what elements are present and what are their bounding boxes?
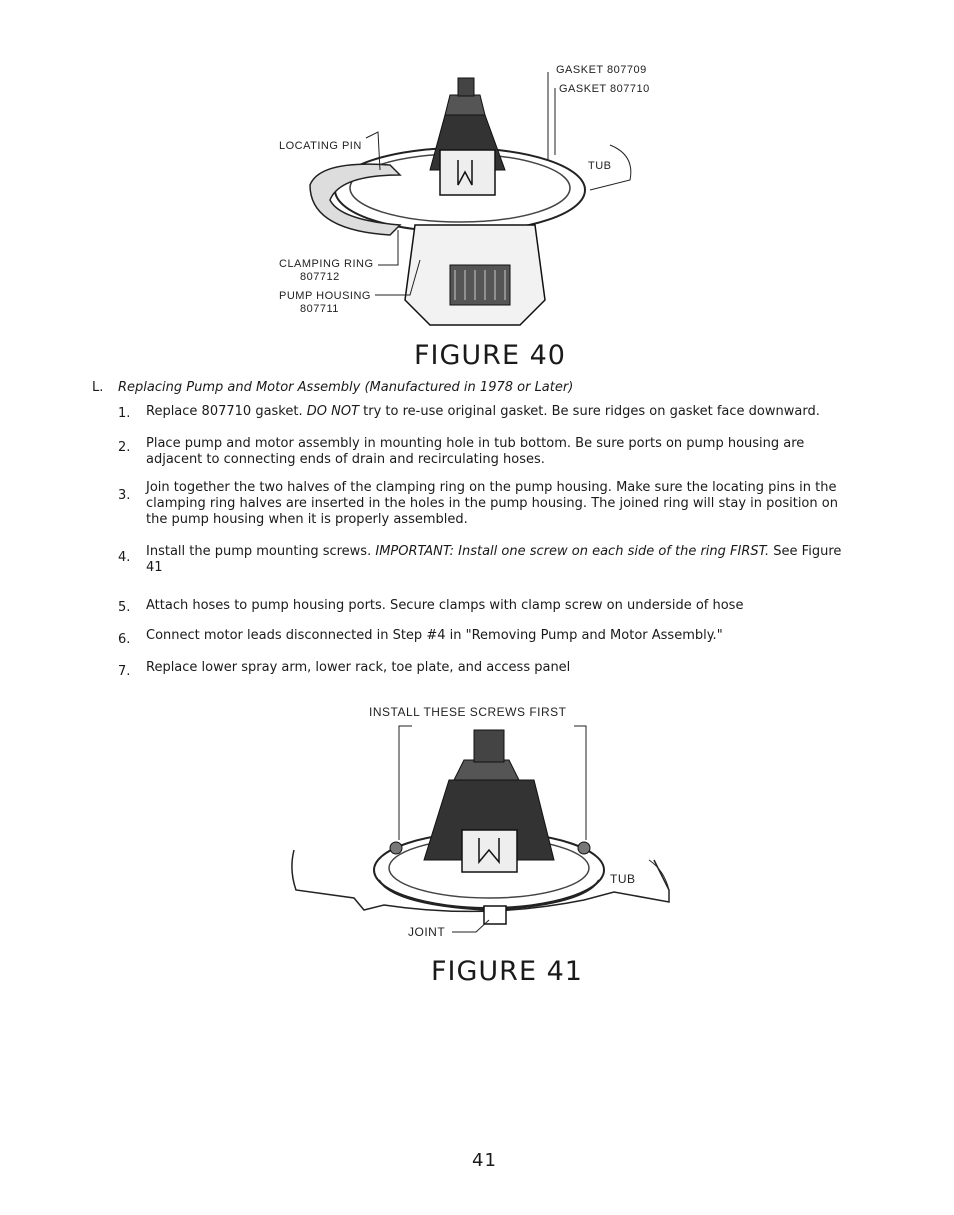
pump-housing-part-label: 807711 <box>300 303 339 315</box>
clamping-ring-label: CLAMPING RING <box>279 258 374 270</box>
gasket-807710-label: GASKET 807710 <box>559 83 650 95</box>
gasket-807709-label: GASKET 807709 <box>556 64 647 76</box>
tub-label-41: TUB <box>610 872 636 886</box>
figure-40-caption: FIGURE 40 <box>414 340 566 371</box>
page-number: 41 <box>472 1150 497 1171</box>
install-screws-label: INSTALL THESE SCREWS FIRST <box>369 705 567 719</box>
pump-assembly-illustration-41 <box>284 720 684 940</box>
tub-label-40: TUB <box>588 160 612 172</box>
locating-pin-label: LOCATING PIN <box>279 140 362 152</box>
clamping-ring-part-label: 807712 <box>300 271 340 283</box>
section-title: Replacing Pump and Motor Assembly (Manufactured in 1978 or Later) <box>118 380 574 395</box>
joint-label: JOINT <box>408 925 446 939</box>
section-letter: L. <box>92 380 104 395</box>
figure-41-caption: FIGURE 41 <box>431 956 583 987</box>
pump-housing-label: PUMP HOUSING <box>279 290 371 302</box>
